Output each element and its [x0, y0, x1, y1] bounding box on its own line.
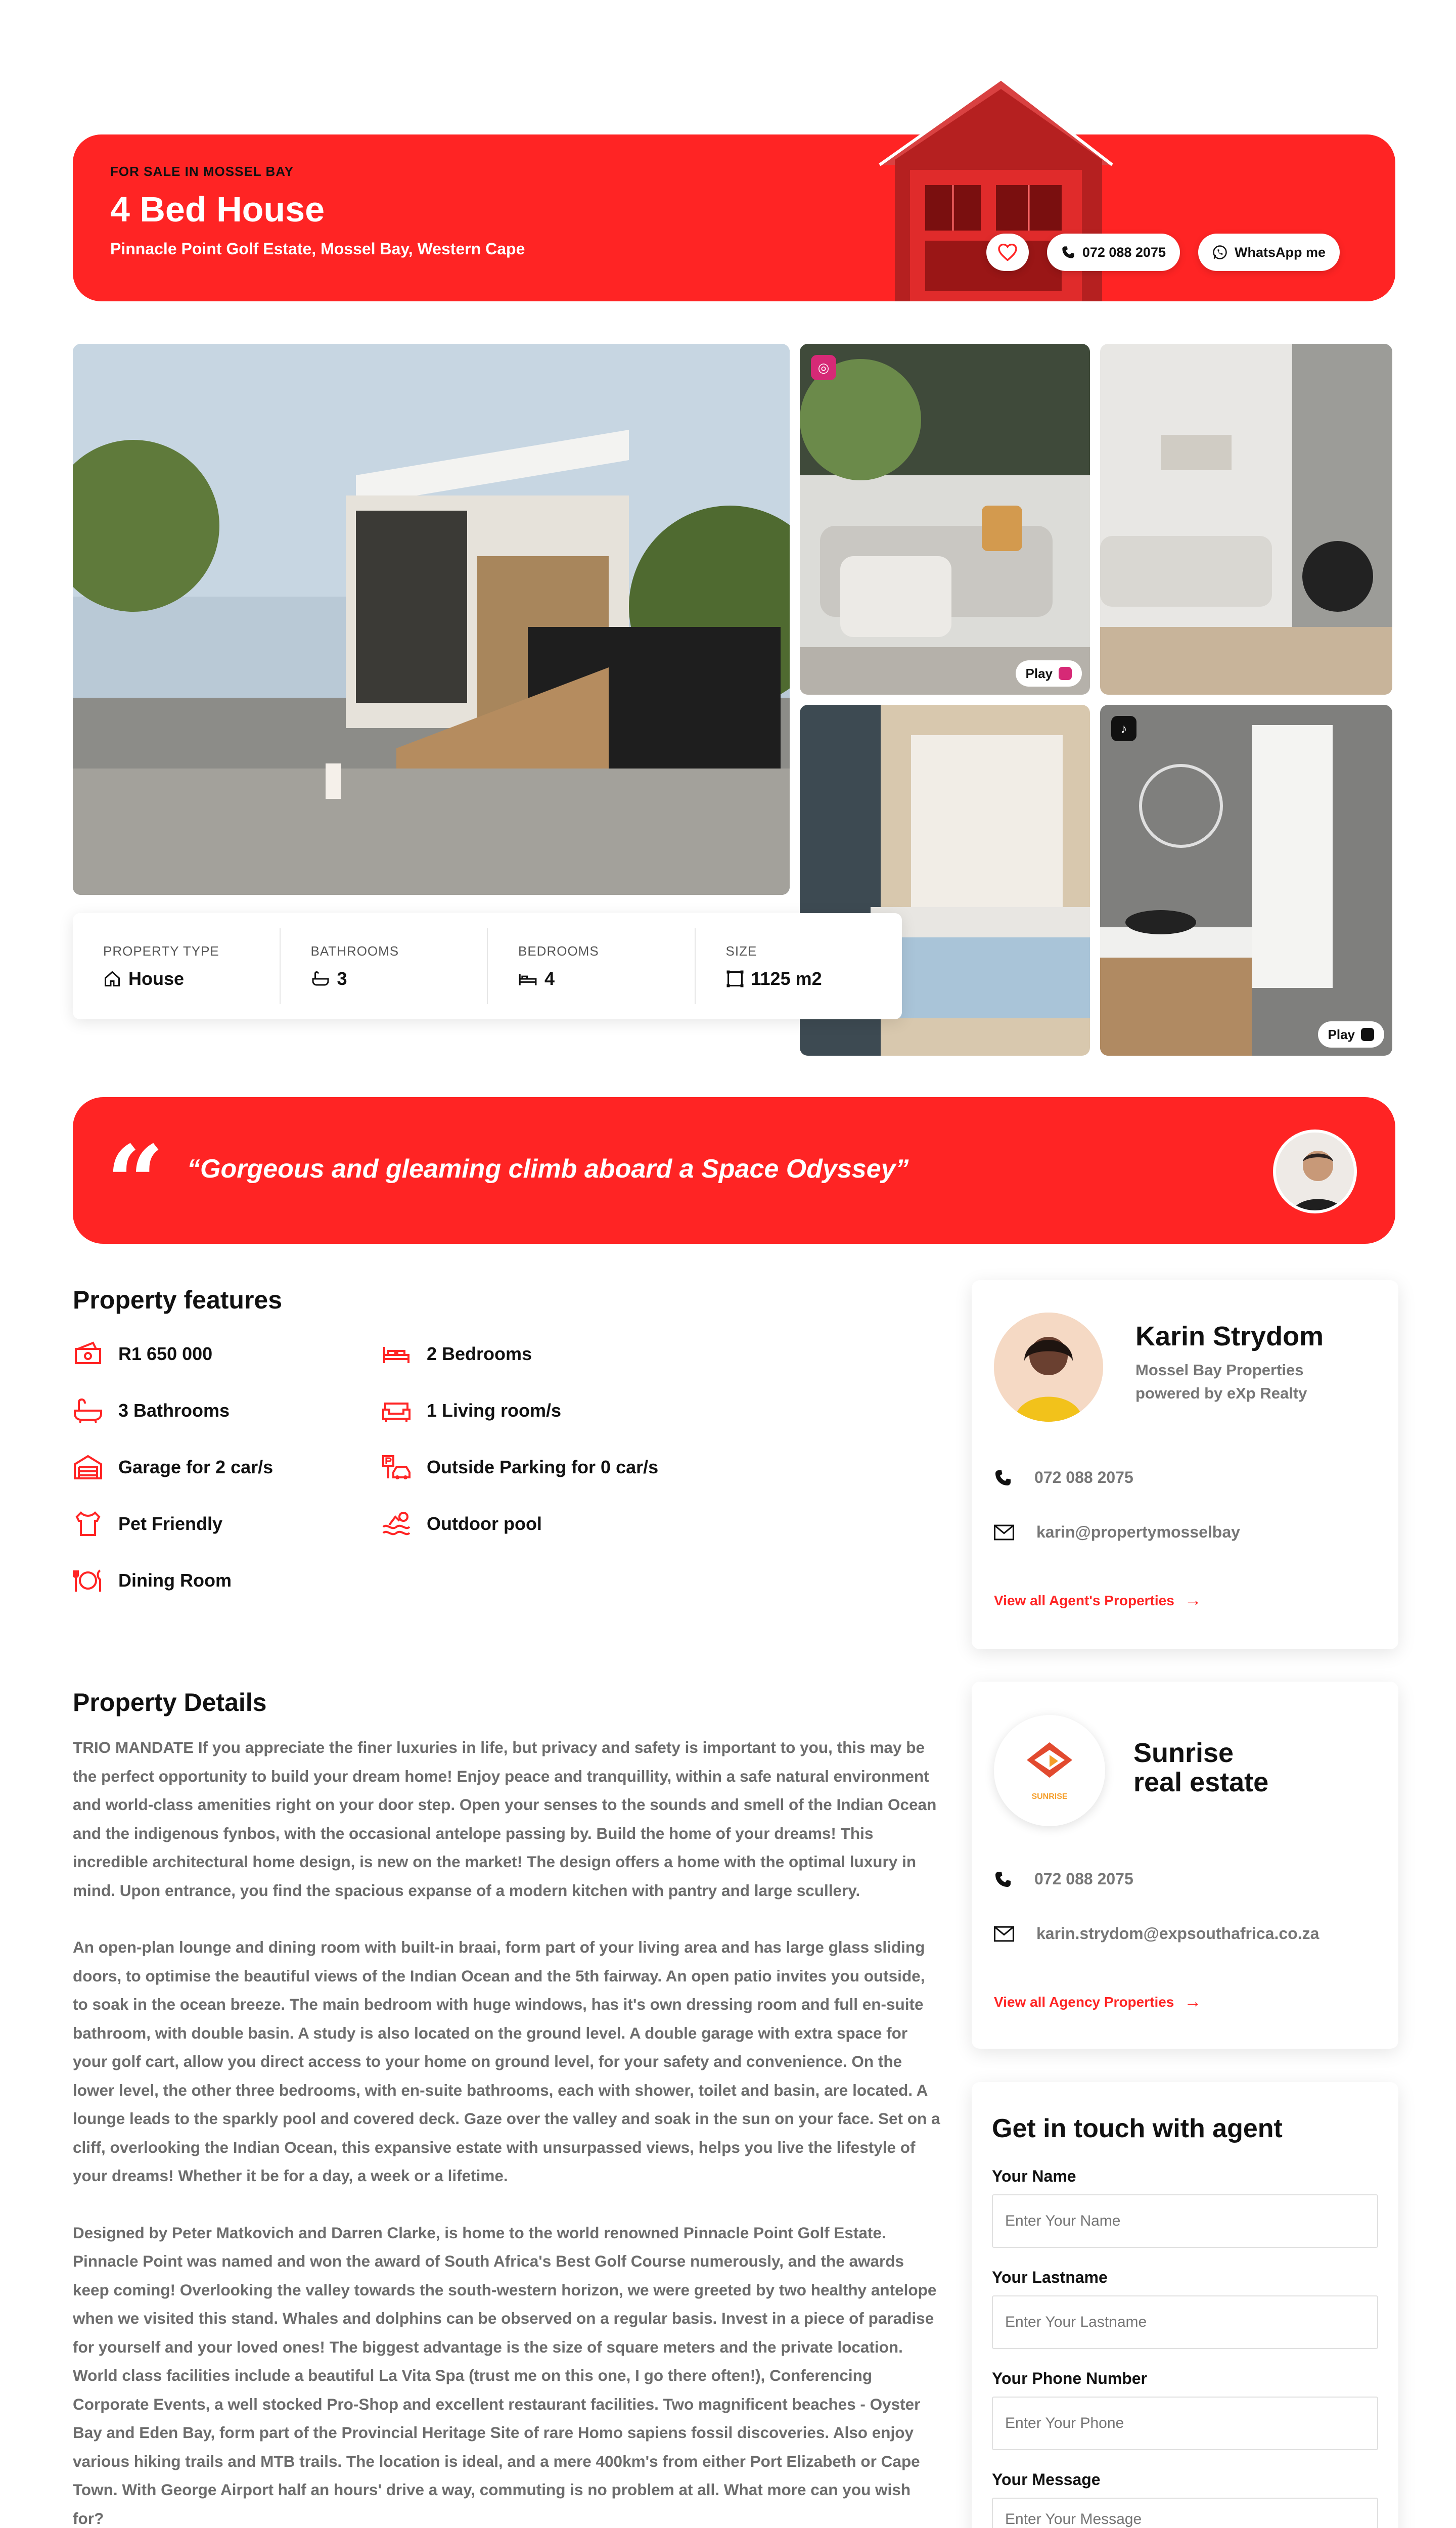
agency-phone-row[interactable]	[994, 1870, 1133, 1888]
phone-icon	[994, 1469, 1012, 1487]
play-video-label: Play	[1025, 665, 1053, 681]
arrow-right-icon: →	[1184, 1992, 1202, 2011]
description-paragraph-1: TRIO MANDATE If you appreciate the finer luxuries in life, but privacy and safety is important to you, this may be the perfect opportunity to build your dream home! Enjoy peace and tranquillity, within a safe natural environment and world-class amenities right on your door step. Open your senses to the sounds and smell of the Indian Ocean and the indigenous fynbos, with the occasional antelope passing by. Build the home of your dreams! This incredible architectural home design, is new on the market! The design offers a home with the optimal luxury in mind. Upon entrance, you find the spacious expanse of a modern kitchen with pantry and large scullery.	[73, 1738, 937, 1900]
home-icon	[103, 970, 121, 988]
fact-label: PROPERTY TYPE	[103, 943, 219, 959]
feature-label: 3 Bathrooms	[118, 1400, 230, 1421]
fact-bathrooms	[281, 928, 488, 1004]
feature-label: 1 Living room/s	[427, 1400, 562, 1421]
area-icon	[726, 970, 744, 988]
pool-icon	[381, 1511, 412, 1537]
feature-label: Dining Room	[118, 1570, 232, 1591]
feature-bathrooms	[73, 1397, 230, 1424]
tiktok-icon: ♪	[1111, 716, 1136, 741]
feature-parking	[381, 1454, 658, 1480]
agency-name-line1: Sunrise	[1133, 1738, 1234, 1768]
view-agency-properties-label: View all Agency Properties	[994, 1994, 1174, 2010]
feature-pets	[73, 1511, 222, 1537]
house-exterior-image	[73, 344, 790, 895]
fact-value: 3	[337, 968, 347, 989]
envelope-icon	[994, 1524, 1014, 1541]
description-paragraph-2: An open-plan lounge and dining room with built-in braai, form part of your living area and has large glass sliding doors, to optimise the beautiful views of the Indian Ocean and the 5th fairway. An open patio invites you outside, to soak in the ocean breeze. The main bedroom with huge windows, has it's own dressing room and full en-suite bathroom, with double basin. A study is also located on the ground level. A double garage with extra space for your golf cart, allow you direct access to your home on ground level, for your safety and convenience. On the lower level, the other three bedrooms, with en-suite bathrooms, each with shower, toilet and basin, are located. A lounge leads to the sparkly pool and covered deck. Gaze over the valley and soak in the sun on your face. Set on a cliff, overlooking the Indian Ocean, this expansive estate with unsurpassed views, helps you live the lifestyle of your dreams! Whether it be for a day, a week or a lifetime.	[73, 1938, 940, 2185]
agent-email: karin@propertymosselbay	[1036, 1523, 1240, 1541]
listing-title: 4 Bed House	[110, 190, 325, 229]
whatsapp-button-label: WhatsApp me	[1234, 244, 1326, 260]
agency-logo	[994, 1715, 1105, 1826]
lastname-field[interactable]	[992, 2295, 1378, 2349]
listing-hero-banner	[73, 134, 1395, 301]
quote-mark-icon: “	[106, 1123, 165, 1242]
play-video-button-2[interactable]	[1318, 1021, 1385, 1048]
bed-icon	[518, 971, 537, 987]
property-facts-bar	[73, 913, 902, 1019]
name-label: Your Name	[992, 2167, 1076, 2185]
gallery-thumb-bathroom[interactable]	[1100, 705, 1392, 1056]
listing-eyebrow: FOR SALE IN MOSSEL BAY	[110, 164, 294, 179]
feature-pool	[381, 1511, 542, 1537]
gallery-thumb-living-room[interactable]	[800, 344, 1090, 695]
agent-company-line1: Mossel Bay Properties	[1135, 1361, 1304, 1379]
garage-icon	[73, 1454, 103, 1480]
name-field[interactable]	[992, 2194, 1378, 2248]
agent-company-line2: powered by eXp Realty	[1135, 1384, 1307, 1402]
phone-field[interactable]	[992, 2397, 1378, 2450]
message-label: Your Message	[992, 2470, 1101, 2489]
instagram-icon: ◎	[811, 355, 836, 380]
phone-icon	[994, 1870, 1012, 1888]
agent-phone: 072 088 2075	[1034, 1468, 1133, 1486]
agent-email-row[interactable]	[994, 1523, 1240, 1542]
view-agent-properties-label: View all Agent's Properties	[994, 1592, 1174, 1608]
message-field[interactable]	[992, 2498, 1378, 2528]
agency-card	[972, 1682, 1398, 2049]
agent-card	[972, 1280, 1398, 1649]
main-property-photo[interactable]	[73, 344, 790, 895]
agency-name-line2: real estate	[1133, 1767, 1269, 1797]
feature-label: Outside Parking for 0 car/s	[427, 1457, 659, 1477]
fact-bedrooms	[488, 928, 696, 1004]
bathtub-icon	[311, 970, 330, 988]
play-video-label-2: Play	[1328, 1026, 1355, 1042]
property-description	[73, 1733, 942, 2528]
instagram-small-icon	[1059, 667, 1072, 680]
agency-email: karin.strydom@expsouthafrica.co.za	[1036, 1924, 1320, 1943]
call-button[interactable]	[1047, 234, 1180, 271]
fact-label: BEDROOMS	[518, 943, 599, 959]
heart-icon	[998, 244, 1017, 261]
feature-label: Pet Friendly	[118, 1513, 223, 1534]
feature-label: Outdoor pool	[427, 1513, 542, 1534]
agency-logo-text: SUNRISE	[1031, 1792, 1068, 1801]
play-video-button[interactable]	[1016, 660, 1082, 687]
contact-agent-form	[972, 2082, 1398, 2528]
feature-dining	[73, 1567, 232, 1594]
features-heading: Property features	[73, 1286, 283, 1314]
feature-label: R1 650 000	[118, 1343, 213, 1364]
call-button-label: 072 088 2075	[1082, 244, 1166, 260]
bed-icon	[381, 1341, 412, 1367]
phone-icon	[1061, 245, 1075, 259]
contact-heading: Get in touch with agent	[992, 2114, 1283, 2143]
agent-name: Karin Strydom	[1135, 1321, 1324, 1351]
dining-icon	[73, 1567, 103, 1594]
envelope-icon	[994, 1926, 1014, 1942]
feature-label: Garage for 2 car/s	[118, 1457, 274, 1477]
feature-bedrooms	[381, 1341, 532, 1367]
quote-avatar	[1273, 1130, 1357, 1213]
pet-icon	[73, 1511, 103, 1537]
fact-label: SIZE	[725, 943, 757, 959]
view-agent-properties-link[interactable]	[994, 1591, 1202, 1610]
quote-text: “Gorgeous and gleaming climb aboard a Space Odyssey”	[187, 1154, 909, 1184]
fact-value: 4	[544, 968, 555, 989]
details-heading: Property Details	[73, 1688, 267, 1717]
bathtub-icon	[73, 1397, 103, 1424]
feature-price	[73, 1341, 212, 1367]
fact-property-type	[73, 928, 281, 1004]
agent-avatar	[994, 1313, 1103, 1422]
whatsapp-icon	[1212, 245, 1227, 260]
feature-label: 2 Bedrooms	[427, 1343, 532, 1364]
agency-phone: 072 088 2075	[1034, 1870, 1133, 1888]
sofa-icon	[381, 1397, 412, 1424]
description-paragraph-3: Designed by Peter Matkovich and Darren Clarke, is home to the world renowned Pinnacle Point Golf Estate. Pinnacle Point was named and won the award of South Africa's Best Golf Course numerously, and the awards keep coming! Overlooking the valley towards the south-western horizon, we were greeted by two healthy antelope when we visited this stand. Whales and dolphins can be observed on a regular basis. Invest in a piece of paradise for yourself and your loved ones! The biggest advantage is the size of square meters and the private location. World class facilities include a beautiful La Vita Spa (trust me on this one, I go there often!), Conferencing Corporate Events, a well stocked Pro-Shop and excellent restaurant facilities. Two magnificent beaches - Oyster Bay and Eden Bay, form part of the Provincial Heritage Site of rare Homo sapiens fossil discoveries. Also enjoy various hiking trails and MTB trails. The location is ideal, and a mere 400km's from either Port Elizabeth or Cape Town. With George Airport half an hours' drive a way, commuting is no problem at all. What more can you wish for?	[73, 2223, 937, 2527]
view-agency-properties-link[interactable]	[994, 1992, 1201, 2012]
listing-address: Pinnacle Point Golf Estate, Mossel Bay, Western Cape	[110, 240, 525, 258]
lastname-label: Your Lastname	[992, 2268, 1108, 2286]
parking-icon	[381, 1454, 412, 1480]
fact-label: BATHROOMS	[310, 943, 399, 959]
cash-icon	[73, 1341, 103, 1367]
tiktok-small-icon	[1361, 1028, 1374, 1041]
fact-value: House	[128, 968, 185, 989]
fact-size	[696, 928, 902, 1004]
feature-garage	[73, 1454, 273, 1480]
favorite-button[interactable]	[986, 234, 1029, 271]
gallery-thumb-open-plan[interactable]	[1100, 344, 1392, 695]
agent-phone-row[interactable]	[994, 1468, 1133, 1487]
agency-email-row[interactable]	[994, 1924, 1319, 1943]
fact-value: 1125 m2	[751, 968, 822, 989]
phone-label: Your Phone Number	[992, 2369, 1147, 2387]
whatsapp-button[interactable]	[1198, 234, 1340, 271]
listing-quote-banner	[73, 1097, 1395, 1244]
feature-living-rooms	[381, 1397, 561, 1424]
arrow-right-icon: →	[1184, 1591, 1202, 1610]
